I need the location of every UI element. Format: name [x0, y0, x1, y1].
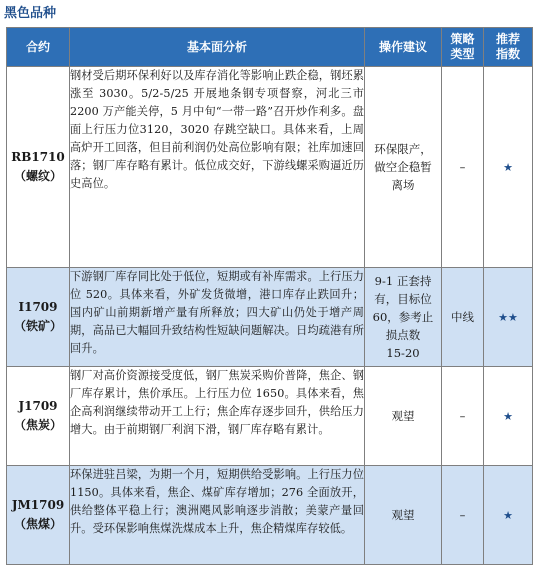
advice-line: 有，目标位 [374, 292, 432, 306]
strategy-cell: – [442, 367, 484, 466]
table-row-j1709 [7, 367, 533, 466]
advice-line: 观望 [391, 409, 415, 423]
advice-line: 环保限产， [374, 142, 432, 156]
contract-cell [7, 67, 70, 268]
analysis-cell: 钢材受后期环保利好以及库存消化等影响止跌企稳，钢坯累涨至 3030。5/2-5/25 开展地条钢专项督察，河北三市 2200 万产能关停，5 月中旬“一带一路”召开炒作利多。盘面上行压力位3120，3020 存跳空缺口。具体来看，上周高炉开工回落，但目前利润仍处高位影响有限；社库加速回落；钢厂库存略有累计。低位成交好，下游线螺采购逼近历史高位。 [70, 67, 365, 268]
rating-star-icon: ★ [484, 466, 533, 565]
header-advice: 操作建议 [365, 28, 442, 67]
header-rating [484, 28, 533, 67]
advice-line: 9-1 正套持 [374, 274, 432, 288]
strategy-cell: – [442, 67, 484, 268]
analysis-cell: 环保进驻吕梁，为期一个月，短期供给受影响。上行压力位 1150。具体来看，焦企、煤矿库存增加；276 全面放开，供给整体平稳上行；澳洲飓风影响逐步消散；美蒙产量回升。受环保影响焦煤洗煤成本上升，焦企精煤库存较低。 [70, 466, 365, 565]
header-strategy-line2: 类型 [450, 47, 475, 61]
rating-star-icon: ★★ [484, 268, 533, 367]
strategy-cell: 中线 [442, 268, 484, 367]
rating-star-icon: ★ [484, 367, 533, 466]
header-code: 合约 [7, 28, 70, 67]
contract-name: （铁矿） [13, 319, 62, 333]
contract-code: J1709 [18, 399, 58, 413]
advice-line: 60，参考止 [372, 310, 434, 324]
advice-line: 离场 [391, 178, 415, 192]
advice-line: 观望 [391, 508, 415, 522]
advice-cell [365, 268, 442, 367]
table-header-row [7, 28, 533, 67]
contract-name: （焦炭） [13, 418, 62, 432]
contract-name: （螺纹） [13, 169, 62, 183]
header-analysis: 基本面分析 [70, 28, 365, 67]
contract-cell [7, 466, 70, 565]
header-rating-line2: 指数 [495, 47, 520, 61]
advice-line: 做空企稳暂 [374, 160, 432, 174]
header-rating-line1: 推荐 [495, 32, 520, 46]
contract-name: （焦煤） [13, 517, 62, 531]
advice-cell [365, 466, 442, 565]
header-strategy [442, 28, 484, 67]
contract-cell [7, 268, 70, 367]
table-row-i1709 [7, 268, 533, 367]
strategy-cell: – [442, 466, 484, 565]
black-commodities-table [6, 27, 533, 565]
contract-cell [7, 367, 70, 466]
advice-cell [365, 367, 442, 466]
rating-star-icon: ★ [484, 67, 533, 268]
table-row-jm1709 [7, 466, 533, 565]
analysis-cell: 钢厂对高价资源接受度低，钢厂焦炭采购价普降，焦企、钢厂库存累计，焦价承压。上行压力位 1650。具体来看，焦企高利润继续带动开工上行；焦企库存逐步回升，供给压力增大。由于前期钢厂利润下滑，钢厂库存略有累计。 [70, 367, 365, 466]
page-title: 黑色品种 [4, 6, 57, 21]
contract-code: JM1709 [11, 498, 65, 512]
advice-cell [365, 67, 442, 268]
analysis-cell: 下游钢厂库存同比处于低位，短期或有补库需求。上行压力位 520。具体来看，外矿发货微增，港口库存止跌回升；国内矿山前期新增产量有所释放；四大矿山仍处于增产周期，高品已大幅回升致结构性短缺问题解决。日均疏港有所回升。 [70, 268, 365, 367]
advice-line: 损点数 [385, 328, 421, 342]
contract-code: I1709 [18, 300, 58, 314]
header-strategy-line1: 策略 [450, 32, 475, 46]
contract-code: RB1710 [11, 150, 65, 164]
table-row-rb1710 [7, 67, 533, 268]
advice-line: 15-20 [386, 346, 420, 360]
